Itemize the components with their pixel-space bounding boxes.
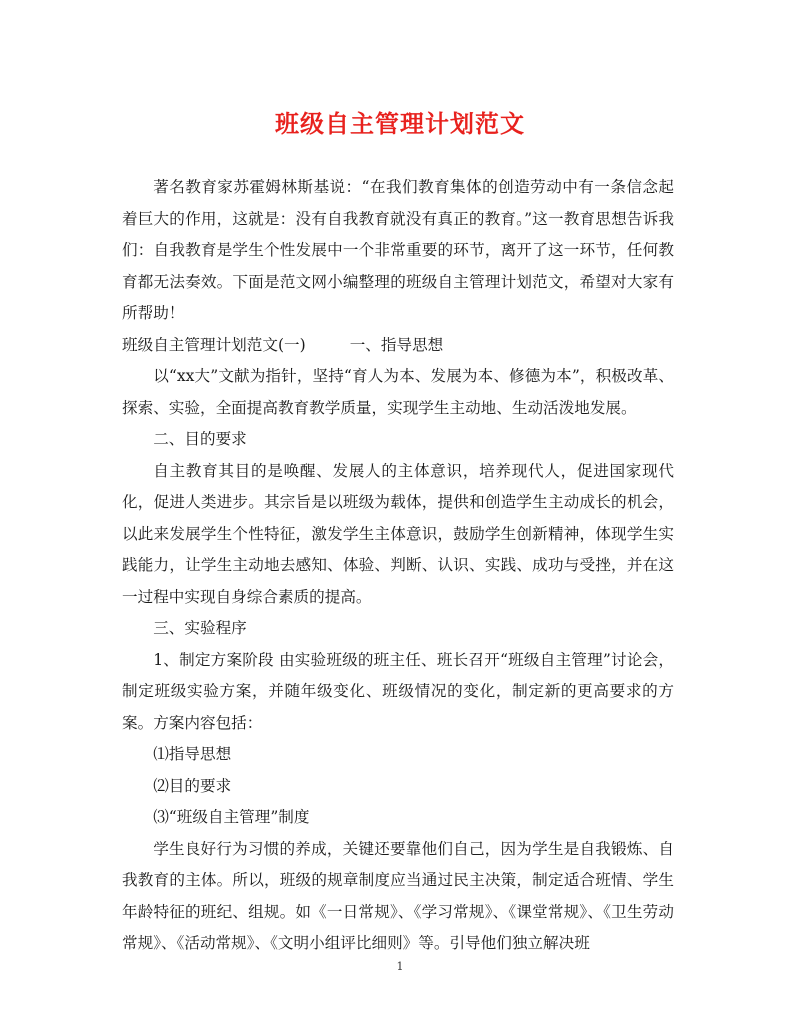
list-item-objectives: ⑵目的要求 — [153, 776, 232, 795]
paragraph-habits: 学生良好行为习惯的养成，关键还要靠他们自己，因为学生是自我锻炼、自我教育的主体。所以，班级的规章制度应当通过民主决策，制定适合班情、学生年龄特征的班纪、组规。如《一日常规》、《学习常规》、《课堂常规》、《卫生劳动常规》、《活动常规》、《文明小组评比细则》等。引导他们独立解决班 — [122, 839, 674, 952]
section1-label: 班级自主管理计划范文(一) — [122, 335, 306, 354]
document-title: 班级自主管理计划范文 — [275, 109, 525, 138]
document-body — [122, 172, 674, 960]
heading-objectives: 二、目的要求 — [153, 430, 247, 448]
heading-guiding-ideology: 一、指导思想 — [349, 335, 444, 354]
intro-paragraph: 著名教育家苏霍姆林斯基说：“在我们教育集体的创造劳动中有一条信念起着巨大的作用，这就是：没有自我教育就没有真正的教育。”这一教育思想告诉我们：自我教育是学生个性发展中一个非常重要的环节，离开了这一环节，任何教育都无法奏效。下面是范文网小编整理的班级自主管理计划范文，希望对大家有所帮助！ — [122, 178, 674, 322]
list-item-guiding: ⑴指导思想 — [153, 745, 232, 763]
paragraph-procedure: 1、制定方案阶段 由实验班级的班主任、班长召开“班级自主管理”讨论会，制定班级实验方案，并随年级变化、班级情况的变化，制定新的更高要求的方案。方案内容包括： — [122, 650, 674, 732]
section-heading-row — [122, 330, 674, 362]
heading-procedure: 三、实验程序 — [153, 619, 247, 637]
page-number: 1 — [396, 960, 404, 973]
paragraph-objectives: 自主教育其目的是唤醒、发展人的主体意识，培养现代人，促进国家现代化，促进人类进步。其宗旨是以班级为载体，提供和创造学生主动成长的机会，以此来发展学生个性特征，激发学生主体意识，鼓励学生创新精神，体现学生实践能力，让学生主动地去感知、体验、判断、认识、实践、成功与受挫，并在这一过程中实现自身综合素质的提高。 — [122, 461, 674, 606]
paragraph-guiding-ideology: 以“xx大”文献为指针，坚持“育人为本、发展为本、修德为本”，积极改革、探索、实验，全面提高教育教学质量，实现学生主动地、生动活泼地发展。 — [122, 367, 674, 417]
list-item-system: ⑶“班级自主管理”制度 — [153, 808, 310, 826]
